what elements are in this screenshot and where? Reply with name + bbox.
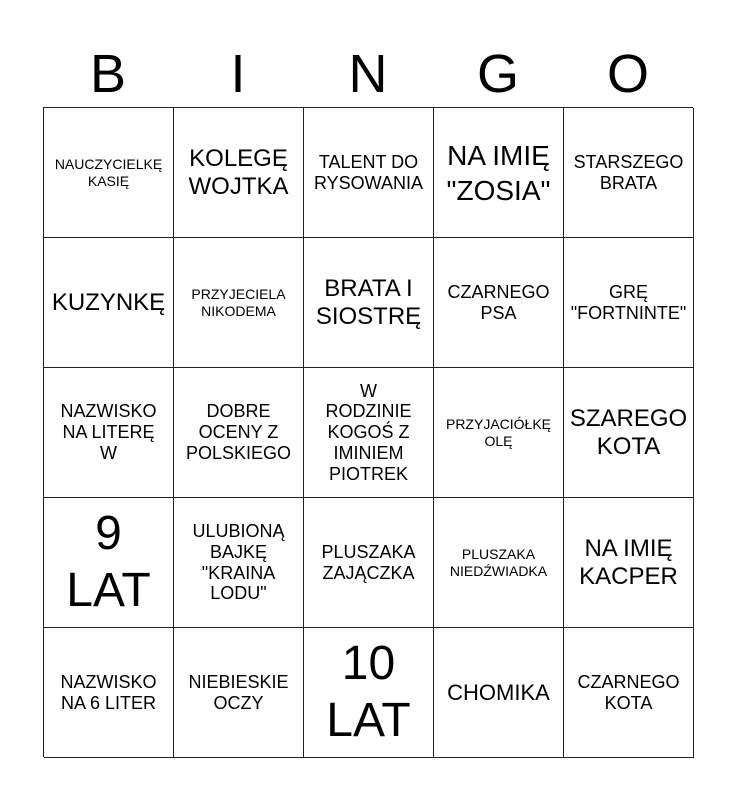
bingo-cell[interactable]: TALENT DO RYSOWANIA — [304, 108, 434, 238]
bingo-cell[interactable]: KOLEGĘ WOJTKA — [174, 108, 304, 238]
bingo-cell[interactable]: NA IMIĘ "ZOSIA" — [434, 108, 564, 238]
bingo-cell[interactable]: NAUCZYCIELKĘ KASIĘ — [44, 108, 174, 238]
bingo-cell[interactable]: DOBRE OCENY Z POLSKIEGO — [174, 368, 304, 498]
bingo-cell[interactable]: STARSZEGO BRATA — [564, 108, 694, 238]
bingo-cell[interactable]: 10 LAT — [304, 628, 434, 758]
header-letter-g: G — [476, 44, 519, 104]
bingo-cell[interactable]: GRĘ "FORTNINTE" — [564, 238, 694, 368]
bingo-cell[interactable]: NIEBIESKIE OCZY — [174, 628, 304, 758]
header-letter-i: I — [230, 44, 246, 104]
bingo-cell[interactable]: NAZWISKO NA LITERĘ W — [44, 368, 174, 498]
bingo-cell[interactable]: CZARNEGO PSA — [434, 238, 564, 368]
header-letter-b: B — [89, 44, 127, 104]
bingo-cell[interactable]: SZAREGO KOTA — [564, 368, 694, 498]
bingo-cell[interactable]: CHOMIKA — [434, 628, 564, 758]
header-letter-o: O — [606, 44, 649, 104]
bingo-cell[interactable]: CZARNEGO KOTA — [564, 628, 694, 758]
bingo-cell[interactable]: PLUSZAKA ZAJĄCZKA — [304, 498, 434, 628]
bingo-cell[interactable]: PRZYJECIELA NIKODEMA — [174, 238, 304, 368]
bingo-cell[interactable]: BRATA I SIOSTRĘ — [304, 238, 434, 368]
bingo-cell[interactable]: KUZYNKĘ — [44, 238, 174, 368]
bingo-cell[interactable]: NAZWISKO NA 6 LITER — [44, 628, 174, 758]
bingo-cell[interactable]: W RODZINIE KOGOŚ Z IMINIEM PIOTREK — [304, 368, 434, 498]
bingo-cell[interactable]: PRZYJACIÓŁKĘ OLĘ — [434, 368, 564, 498]
bingo-cell[interactable]: ULUBIONĄ BAJKĘ "KRAINA LODU" — [174, 498, 304, 628]
header-letter-n: N — [348, 44, 388, 104]
bingo-cell[interactable]: PLUSZAKA NIEDŹWIADKA — [434, 498, 564, 628]
bingo-cell[interactable]: 9 LAT — [44, 498, 174, 628]
bingo-cell[interactable]: NA IMIĘ KACPER — [564, 498, 694, 628]
bingo-header — [43, 40, 693, 108]
bingo-grid — [43, 107, 693, 757]
